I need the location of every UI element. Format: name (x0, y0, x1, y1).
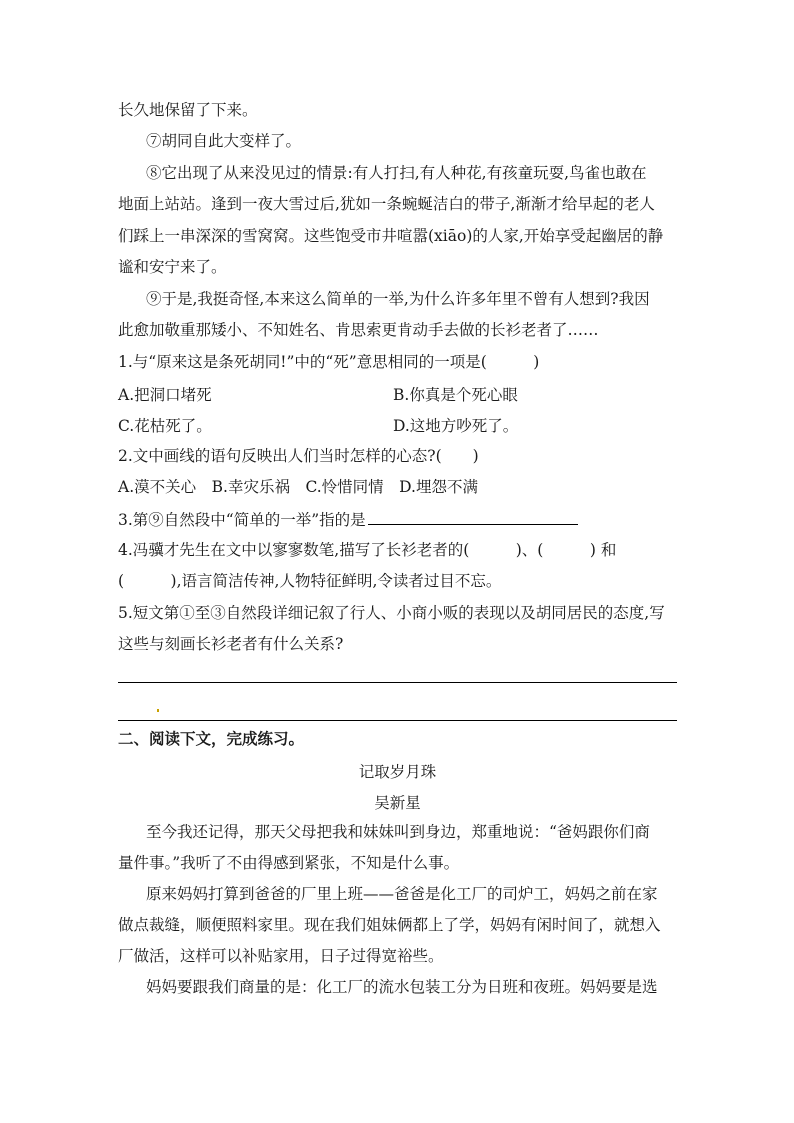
answer-line (118, 720, 677, 721)
question-3-text: 3.第⑨自然段中“简单的一举”指的是 (118, 511, 366, 529)
question-1-option-c: C.花枯死了。 (118, 417, 212, 435)
paragraph-8-line-4: 谧和安宁来了。 (118, 258, 227, 276)
article-paragraph-3-line-1: 妈妈要跟我们商量的是：化工厂的流水包装工分为日班和夜班。妈妈要是选 (146, 978, 658, 996)
passage-line: 长久地保留了下来。 (118, 101, 258, 119)
article-paragraph-2-line-2: 做点裁缝，顺便照料家里。现在我们姐妹俩都上了学，妈妈有闲时间了，就想入 (118, 916, 661, 934)
stray-mark (157, 709, 159, 712)
question-2: 2.文中画线的语句反映出人们当时怎样的心态?( ) (118, 447, 479, 465)
paragraph-8-line-3: 们踩上一串深深的雪窝窝。这些饱受市井喧嚣(xiāo)的人家,开始享受起幽居的静 (118, 227, 664, 245)
question-3 (118, 509, 678, 530)
article-title: 记取岁月珠 (358, 763, 437, 781)
paragraph-9-line-1: ⑨于是,我挺奇怪,本来这么简单的一举,为什么许多年里不曾有人想到?我因 (146, 290, 650, 308)
question-4-line-1: 4.冯骥才先生在文中以寥寥数笔,描写了长衫老者的( )、( ) 和 (118, 541, 617, 559)
article-paragraph-2-line-1: 原来妈妈打算到爸爸的厂里上班——爸爸是化工厂的司炉工，妈妈之前在家 (146, 885, 658, 903)
answer-blank (368, 509, 578, 525)
paragraph-7: ⑦胡同自此大变样了。 (146, 132, 302, 150)
section-heading: 二、阅读下文，完成练习。 (118, 729, 305, 748)
article-paragraph-2-line-3: 厂做活，这样可以补贴家用，日子过得宽裕些。 (118, 947, 444, 965)
question-5-line-1: 5.短文第①至③自然段详细记叙了行人、小商小贩的表现以及胡同居民的态度,写 (118, 604, 665, 622)
paragraph-9-line-2: 此愈加敬重那矮小、不知姓名、肯思索更肯动手去做的长衫老者了…… (118, 321, 599, 339)
question-4-line-2: ( ),语言简洁传神,人物特征鲜明,令读者过目不忘。 (118, 572, 502, 590)
paragraph-8-line-1: ⑧它出现了从来没见过的情景:有人打扫,有人种花,有孩童玩耍,鸟雀也敢在 (146, 164, 647, 182)
question-2-options: A.漠不关心 B.幸灾乐祸 C.怜惜同情 D.埋怨不满 (118, 478, 478, 496)
paragraph-8-line-2: 地面上站站。逢到一夜大雪过后,犹如一条蜿蜒洁白的带子,渐渐才给早起的老人 (118, 195, 655, 213)
article-paragraph-1-line-2: 量件事。”我听了不由得感到紧张，不知是什么事。 (118, 854, 460, 872)
article-author: 吴新星 (374, 794, 421, 812)
question-1-option-d: D.这地方吵死了。 (393, 417, 519, 435)
article-paragraph-1-line-1: 至今我还记得，那天父母把我和妹妹叫到身边，郑重地说：“爸妈跟你们商 (146, 823, 650, 841)
question-1: 1.与“原来这是条死胡同!”中的“死”意思相同的一项是( ) (118, 353, 540, 371)
question-5-line-2: 这些与刻画长衫老者有什么关系? (118, 635, 344, 653)
question-1-option-b: B.你真是个死心眼 (393, 386, 518, 404)
question-1-option-a: A.把洞口堵死 (118, 386, 212, 404)
answer-line (118, 682, 677, 683)
